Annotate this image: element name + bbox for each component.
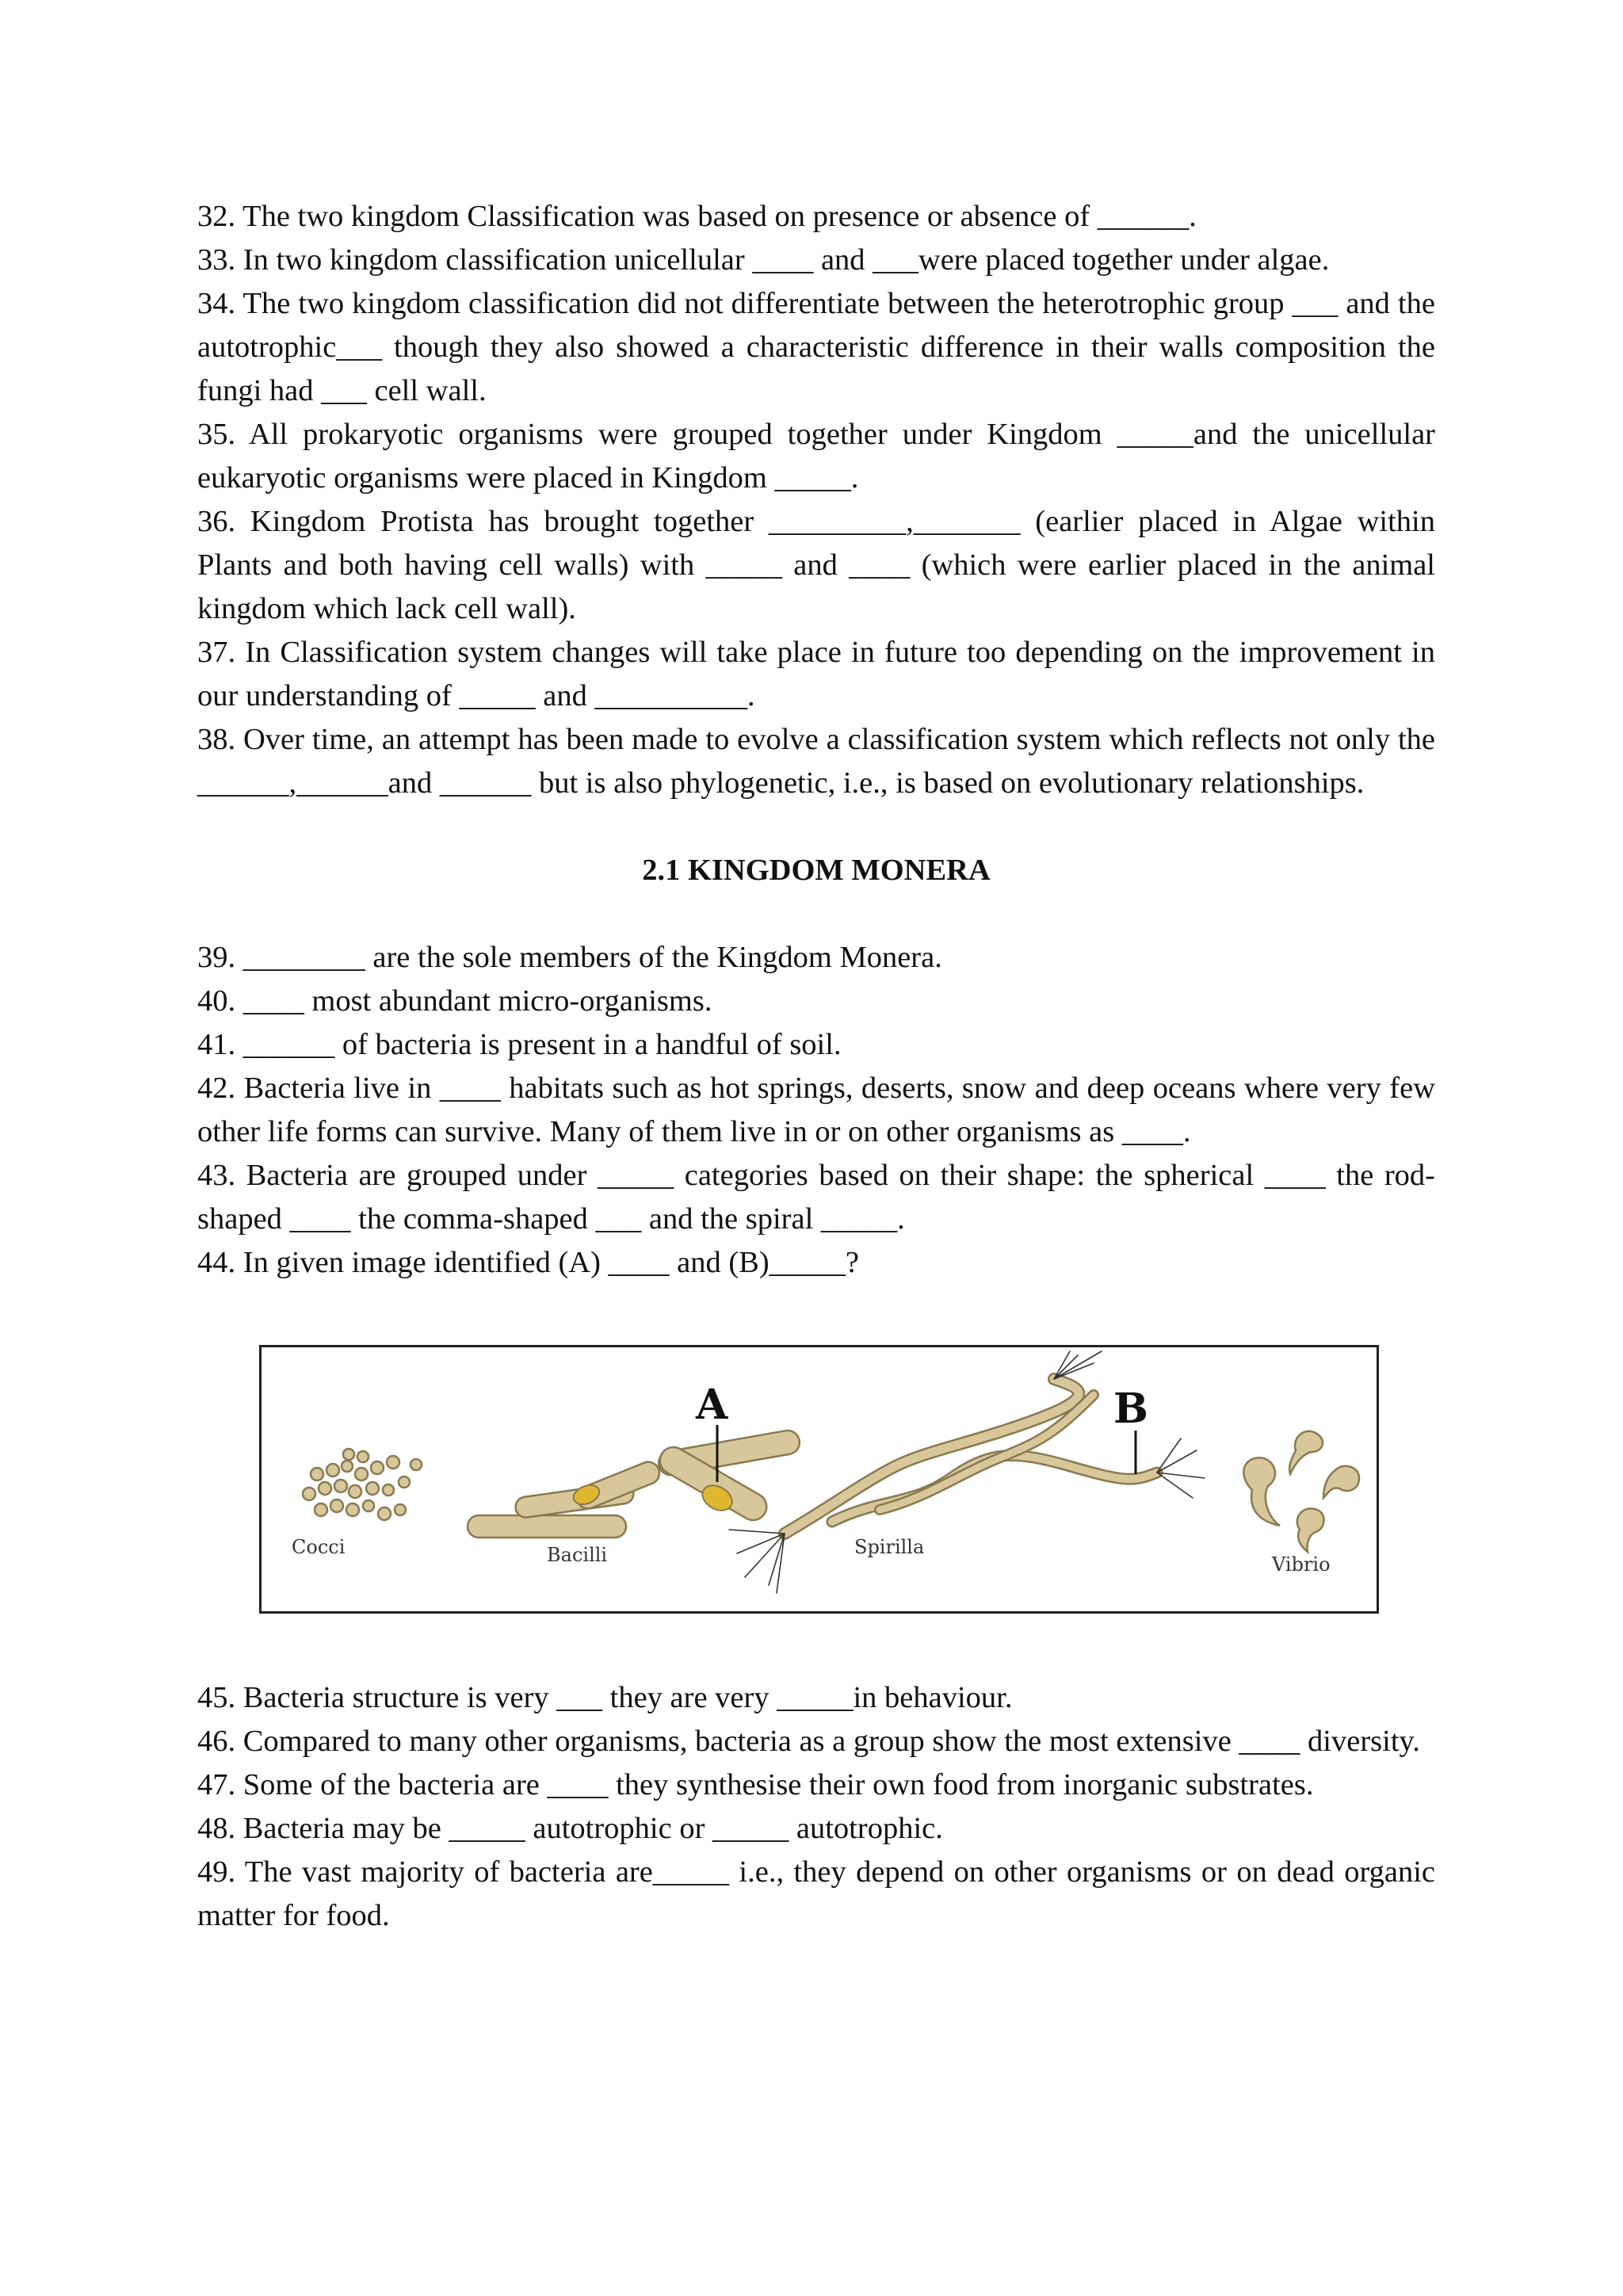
question-47: 47. Some of the bacteria are ____ they synthesise their own food from inorganic substrates. — [197, 1768, 1314, 1801]
question-34: 34. The two kingdom classification did not differentiate between the heterotrophic group ___ and the autotrophic___ though they also showed a characteristic difference in their walls composition the fungi had ___ cell wall. — [197, 287, 1435, 407]
question-42: 42. Bacteria live in ____ habitats such as hot springs, deserts, snow and deep oceans where very few other life forms can survive. Many of them live in or on other organisms as ____. — [197, 1072, 1435, 1148]
bacilli-cells — [468, 1429, 801, 1538]
worksheet-continued — [197, 1676, 1435, 1938]
cocci-label: Cocci — [292, 1536, 346, 1558]
spirilla-label: Spirilla — [854, 1536, 925, 1558]
question-37: 37. In Classification system changes will take place in future too depending on the improvement in our understanding of _____ and __________. — [197, 636, 1435, 712]
question-49: 49. The vast majority of bacteria are_____ i.e., they depend on other organisms or on dead organic matter for food. — [197, 1855, 1435, 1932]
bacilli-label: Bacilli — [547, 1544, 608, 1566]
question-36: 36. Kingdom Protista has brought together _________,_______ (earlier placed in Algae within Plants and both having cell walls) with _____ and ____ (which were earlier placed in the animal kingdom which lack cell wall). — [197, 505, 1435, 625]
question-41: 41. ______ of bacteria is present in a handful of soil. — [197, 1028, 842, 1061]
question-39: 39. ________ are the sole members of the Kingdom Monera. — [197, 941, 942, 974]
vibrio-cells — [1243, 1431, 1359, 1552]
question-40: 40. ____ most abundant micro-organisms. — [197, 984, 712, 1018]
marker-b: B — [1113, 1385, 1148, 1433]
question-44: 44. In given image identified (A) ____ and (B)_____? — [197, 1246, 860, 1279]
vibrio-label: Vibrio — [1272, 1553, 1331, 1576]
cocci-cells — [303, 1449, 422, 1520]
bacteria-shapes-figure — [259, 1345, 1379, 1614]
question-43: 43. Bacteria are grouped under _____ categories based on their shape: the spherical ____ the rod-shaped ____ the comma-shaped ___ and the spiral _____. — [197, 1159, 1435, 1236]
question-38: 38. Over time, an attempt has been made to evolve a classification system which reflects not only the ______,______and ______ but is also phylogenetic, i.e., is based on evolutionary relationships. — [197, 723, 1435, 800]
marker-a: A — [696, 1381, 728, 1429]
question-48: 48. Bacteria may be _____ autotrophic or _____ autotrophic. — [197, 1812, 943, 1845]
question-32: 32. The two kingdom Classification was based on presence or absence of ______. — [197, 200, 1197, 233]
question-33: 33. In two kingdom classification unicellular ____ and ___were placed together under algae. — [197, 243, 1330, 277]
worksheet-page — [197, 195, 1435, 1285]
question-45: 45. Bacteria structure is very ___ they are very _____in behaviour. — [197, 1681, 1013, 1714]
question-46: 46. Compared to many other organisms, bacteria as a group show the most extensive ____ diversity. — [197, 1725, 1420, 1758]
bacteria-illustration — [262, 1347, 1377, 1611]
question-35: 35. All prokaryotic organisms were grouped together under Kingdom _____and the unicellular eukaryotic organisms were placed in Kingdom _____. — [197, 418, 1435, 495]
section-heading: 2.1 KINGDOM MONERA — [642, 854, 991, 887]
